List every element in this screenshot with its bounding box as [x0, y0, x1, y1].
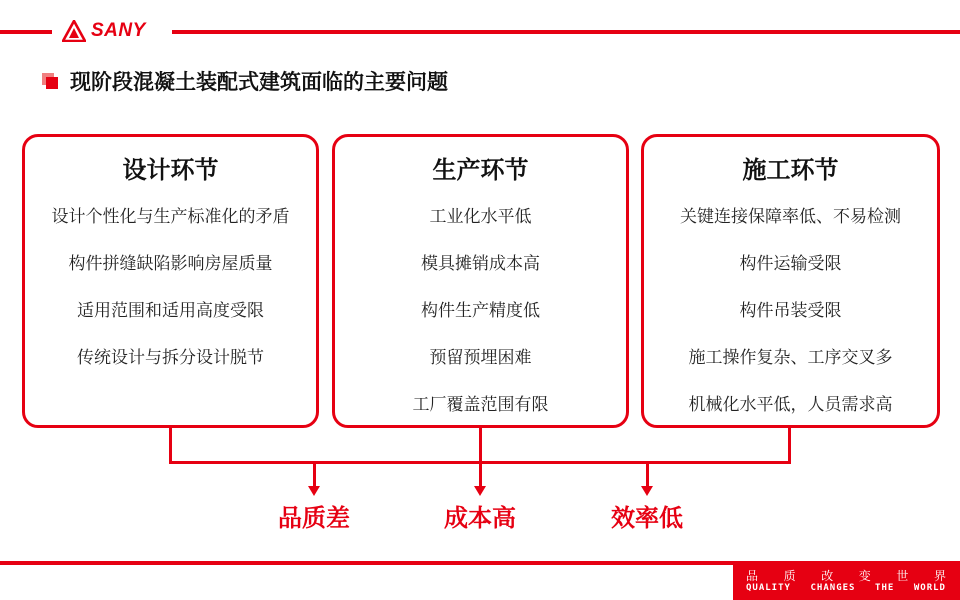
title-bullet-icon	[42, 73, 58, 89]
slogan-word: QUALITY	[746, 583, 791, 593]
title-row	[42, 66, 448, 96]
list-item: 构件拼缝缺陷影响房屋质量	[68, 254, 273, 274]
list-item: 适用范围和适用高度受限	[77, 301, 264, 321]
panel-heading: 设计环节	[122, 156, 219, 184]
arrow-down-icon	[474, 486, 486, 496]
result-label: 效率低	[611, 504, 683, 532]
list-item: 传统设计与拆分设计脱节	[77, 348, 264, 368]
slogan-english	[746, 583, 946, 593]
panel-design	[22, 134, 319, 428]
brand-name: SANY	[91, 20, 146, 41]
result-label: 品质差	[278, 504, 350, 532]
header-rule-left	[0, 30, 52, 34]
list-item: 工业化水平低	[429, 207, 532, 227]
slogan-word: WORLD	[913, 583, 946, 593]
footer-slogan-box	[733, 561, 960, 600]
panel-production	[332, 134, 629, 428]
connector-drop-right	[788, 428, 791, 463]
issue-list	[644, 194, 937, 429]
slogan-chinese	[746, 567, 946, 584]
slogan-word: THE	[875, 583, 895, 593]
list-item: 施工操作复杂、工序交叉多	[688, 348, 893, 368]
list-item: 模具摊销成本高	[421, 254, 540, 274]
list-item: 构件吊装受限	[739, 301, 842, 321]
list-item: 预留预埋困难	[429, 348, 532, 368]
list-item: 构件运输受限	[739, 254, 842, 274]
slogan-char: 界	[933, 569, 946, 583]
brand-logo	[62, 20, 146, 42]
list-item: 工厂覆盖范围有限	[412, 395, 549, 415]
slogan-char: 品	[746, 569, 759, 583]
issue-list	[335, 194, 626, 429]
arrow-stem-3	[646, 463, 649, 487]
connector-drop-center	[479, 428, 482, 463]
connector-drop-left	[169, 428, 172, 463]
slogan-char: 质	[783, 569, 796, 583]
issue-list	[25, 194, 316, 382]
arrow-down-icon	[641, 486, 653, 496]
arrow-stem-2	[479, 463, 482, 487]
header-rule-right	[172, 30, 960, 34]
panel-construction	[641, 134, 940, 428]
panel-heading: 施工环节	[742, 156, 839, 184]
list-item: 设计个性化与生产标准化的矛盾	[51, 207, 290, 227]
slogan-char: 改	[821, 569, 834, 583]
arrow-down-icon	[308, 486, 320, 496]
slogan-word: CHANGES	[810, 583, 856, 593]
list-item: 关键连接保障率低、不易检测	[680, 207, 901, 227]
slogan-char: 世	[896, 569, 909, 583]
panel-heading: 生产环节	[432, 156, 529, 184]
slogan-char: 变	[858, 569, 871, 583]
arrow-stem-1	[313, 463, 316, 487]
page-title: 现阶段混凝土装配式建筑面临的主要问题	[70, 70, 448, 94]
sany-triangle-logo-icon	[62, 20, 86, 42]
list-item: 机械化水平低，人员需求高	[688, 395, 893, 415]
list-item: 构件生产精度低	[421, 301, 540, 321]
result-label: 成本高	[444, 504, 516, 532]
